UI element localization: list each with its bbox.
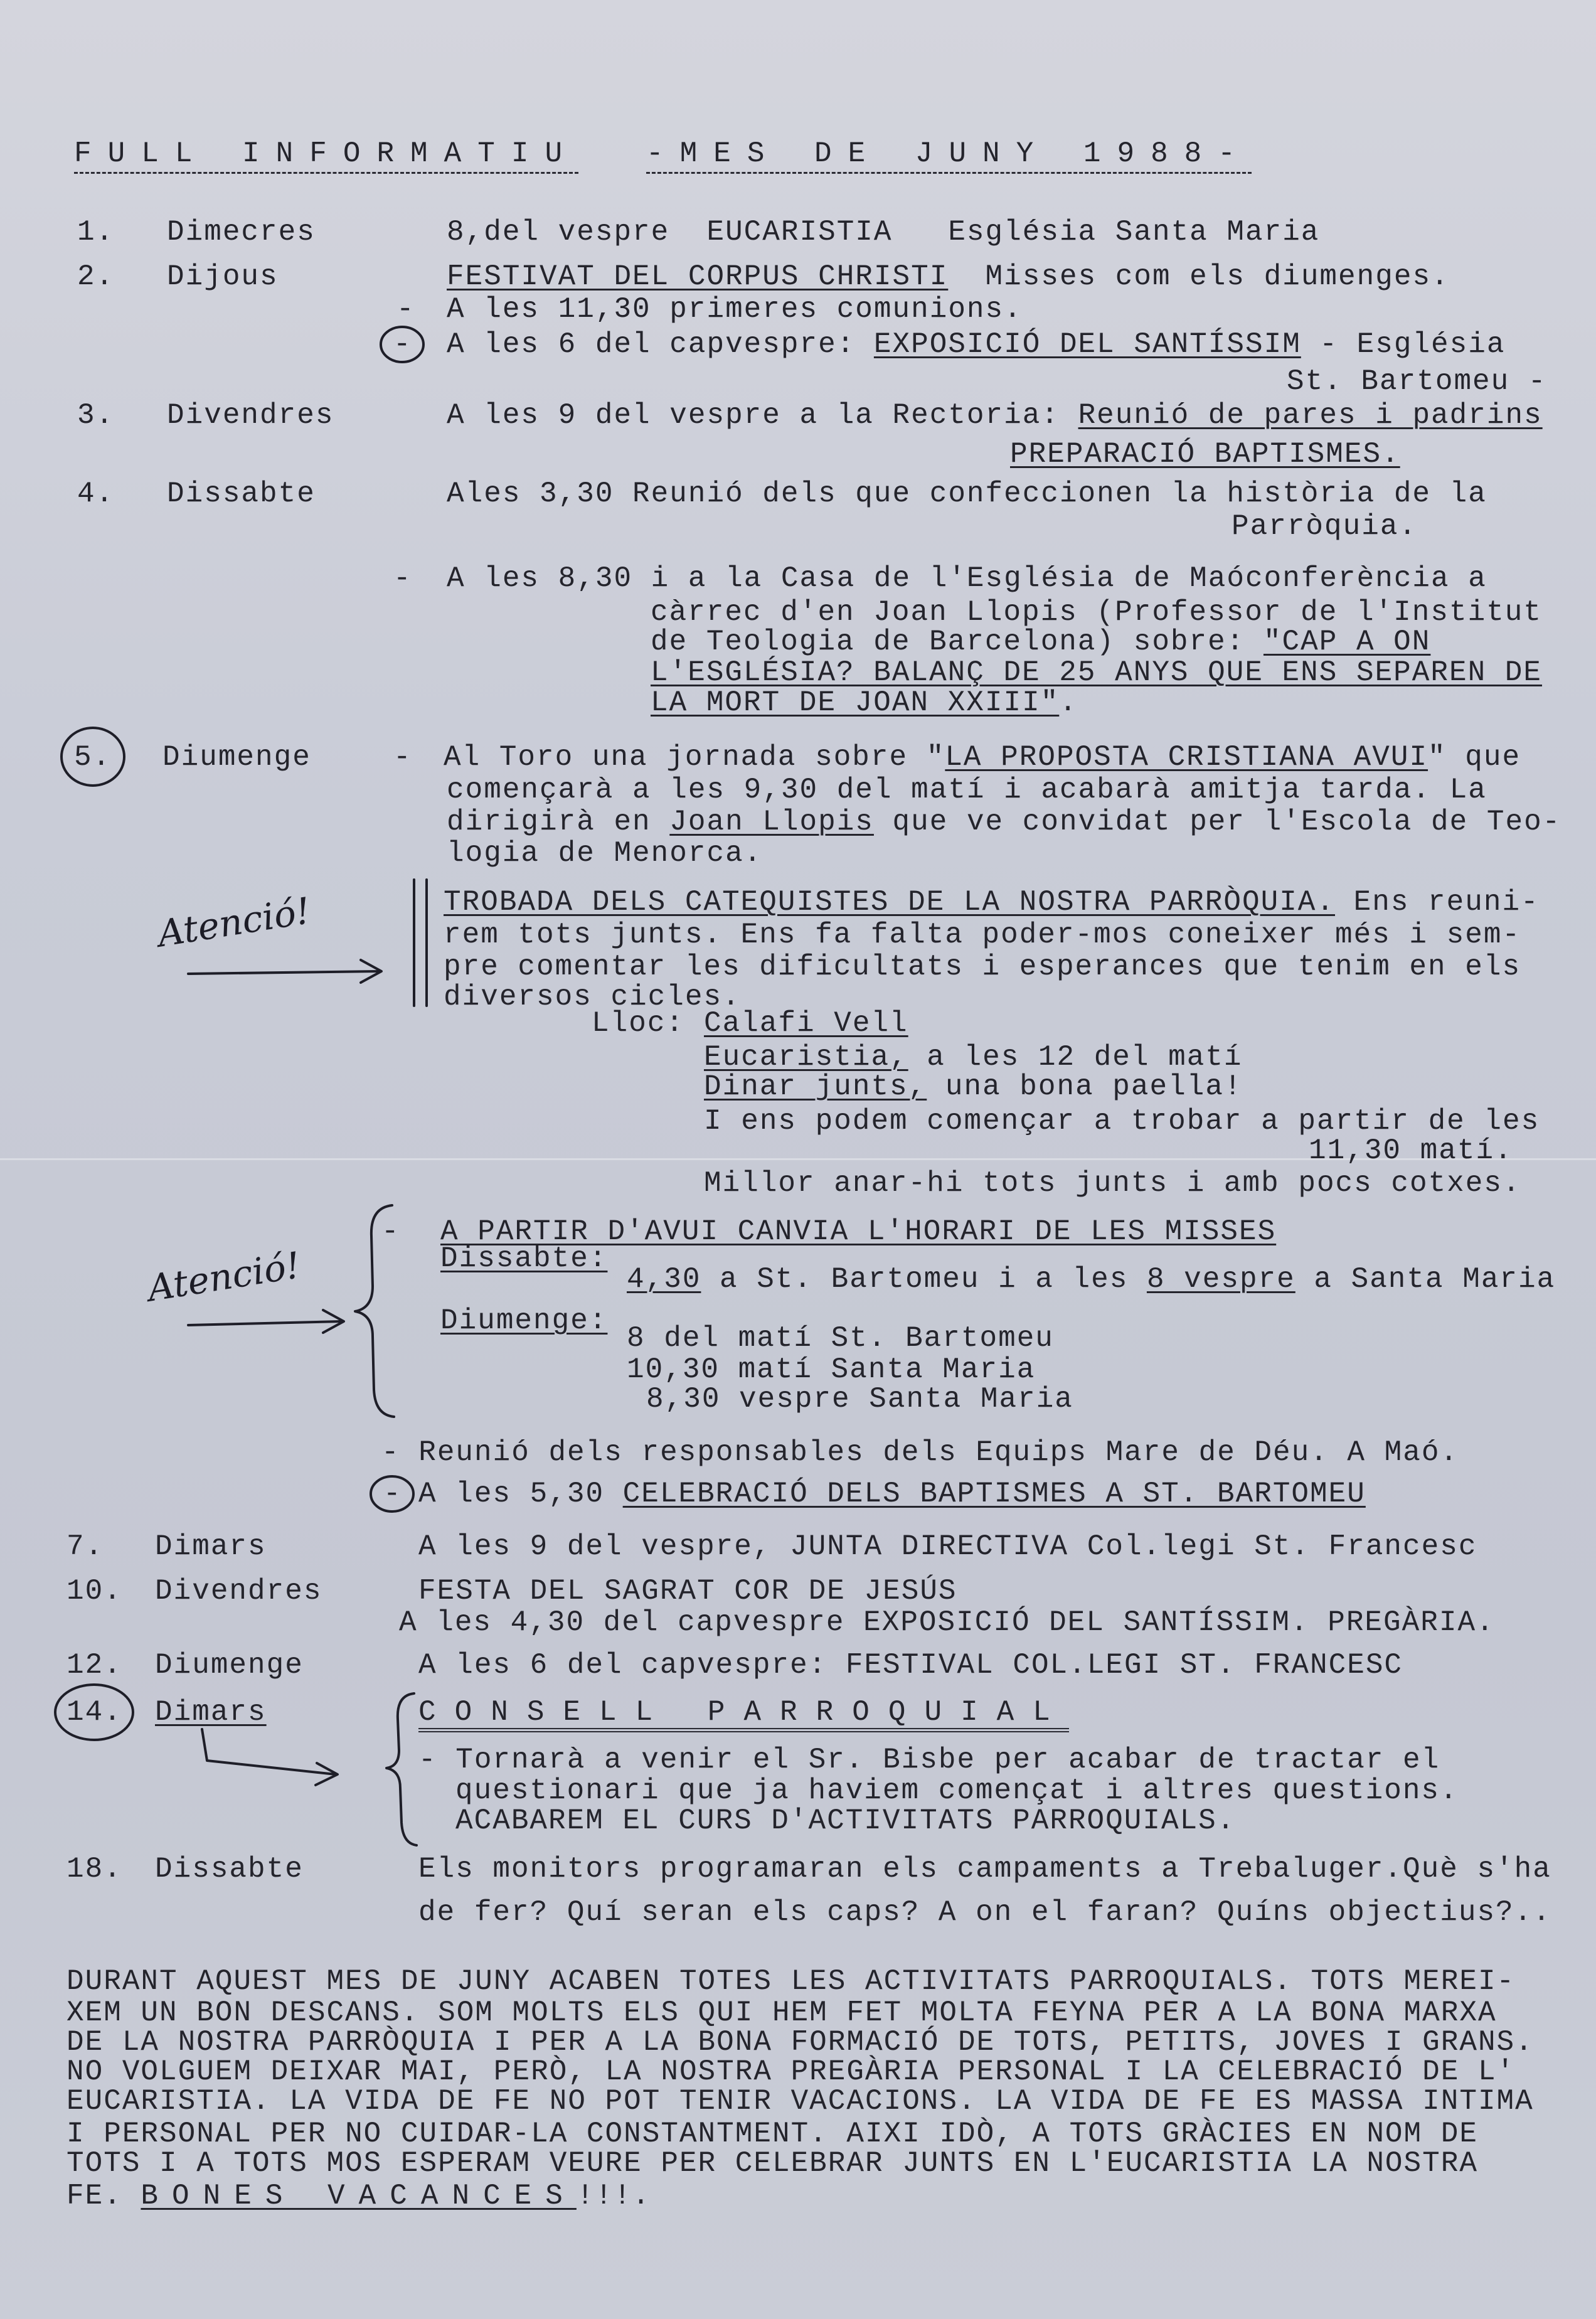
entry-day: Dijous [167, 260, 279, 293]
saturday-label: Dissabte: [440, 1242, 608, 1275]
catechists-line [444, 888, 1540, 917]
entry-day: Diumenge [162, 741, 311, 774]
closing-line: NO VOLGUEM DEIXAR MAI, PERÒ, LA NOSTRA PREGÀRIA PERSONAL I LA CELEBRACIÓ DE L' [66, 2055, 1516, 2088]
line-part-underlined: CELEBRACIÓ DELS BAPTISMES A ST. BARTOMEU [622, 1478, 1366, 1510]
line-part: - Església [1301, 328, 1506, 361]
list-dash: - [393, 741, 412, 774]
line-part-underlined: LA MORT DE JOAN XXIII" [651, 686, 1060, 719]
entry-line: A les 8,30 i a la Casa de l'Església de Maóconferència a [447, 562, 1487, 595]
entry-line [447, 808, 1561, 836]
line-part: A les 6 del capvespre: [447, 328, 874, 361]
line-part: a Santa Maria [1295, 1263, 1556, 1296]
entry-day: Dissabte [155, 1853, 304, 1885]
closing-line: I PERSONAL PER NO CUIDAR-LA CONSTANTMENT. AIXI IDÒ, A TOTS GRÀCIES EN NOM DE [66, 2118, 1478, 2150]
entry-number: 1. [77, 216, 115, 248]
entry-line: A les 11,30 primeres comunions. [447, 293, 1023, 326]
circled-dash: - [393, 328, 412, 361]
line-part-underlined: Joan Llopis [669, 806, 874, 838]
entry-line: de fer? Quí seran els caps? A on el faran? Quíns objectius?.. [418, 1896, 1551, 1929]
entry-line [447, 262, 1450, 291]
closing-line [66, 2182, 651, 2210]
line-part: una bona paella! [927, 1070, 1243, 1103]
entry-text: A les 9 del vespre, JUNTA DIRECTIVA Col.legi St. Francesc [418, 1530, 1477, 1563]
line-part-underlined: 8 vespre [1146, 1263, 1295, 1296]
arrow-right-icon [188, 960, 381, 983]
entry-day: Diumenge [155, 1649, 304, 1682]
entry-number: 14. [66, 1696, 122, 1729]
arrow-right-icon [202, 1729, 338, 1785]
catechists-line: 11,30 matí. [1309, 1134, 1513, 1167]
line-part: a St. Bartomeu i a les [701, 1263, 1147, 1296]
entry-text: A les 6 del capvespre: FESTIVAL COL.LEGI ST. FRANCESC [418, 1649, 1403, 1682]
line-part: que ve convidat per l'Escola de Teo- [873, 806, 1561, 838]
entry-line [444, 743, 1521, 772]
entry-line: A les 4,30 del capvespre EXPOSICIÓ DEL SANTÍSSIM. PREGÀRIA. [399, 1606, 1495, 1639]
line-part: . [1059, 686, 1078, 719]
entry-line: començarà a les 9,30 del matí i acabarà amitja tarda. La [447, 774, 1487, 806]
meeting-line: - Reunió dels responsables dels Equips Mare de Déu. A Maó. [381, 1436, 1459, 1469]
entry-line: St. Bartomeu - [1287, 365, 1547, 398]
entry-day: Dimars [155, 1696, 267, 1729]
entry-text: 8,del vespre EUCARISTIA Església Santa Maria [447, 216, 1320, 248]
line-part: A les 5,30 [418, 1478, 623, 1510]
line-part: " que [1428, 741, 1521, 774]
festival-note: Misses com els diumenges. [948, 260, 1450, 293]
saturday-times [627, 1265, 1555, 1294]
entry-line: questionari que ja haviem començat i altres questions. [455, 1774, 1459, 1807]
line-part: !!!. [576, 2180, 651, 2212]
entry-day: Dissabte [167, 477, 316, 510]
entry-line [447, 330, 1505, 359]
place-value: Calafi Vell [704, 1007, 908, 1040]
entry-line: logia de Menorca. [447, 837, 763, 870]
entry-number: 2. [77, 260, 115, 293]
circled-dash: - [383, 1478, 402, 1510]
line-part: A les 9 del vespre a la Rectoria: [447, 399, 1078, 432]
entry-line: Parròquia. [1232, 510, 1418, 543]
line-part: a les 12 del matí [908, 1041, 1243, 1074]
entry-number: 5. [74, 741, 112, 774]
entry-line [447, 401, 1543, 430]
brace-icon [386, 1693, 417, 1845]
list-dash: - [381, 1215, 400, 1248]
entry-line: Els monitors programaran els campaments a Trebaluger.Què s'ha [418, 1853, 1551, 1885]
line-part: FE. [66, 2180, 141, 2212]
line-part-underlined: EXPOSICIÓ DEL SANTÍSSIM [873, 328, 1301, 361]
closing-line: XEM UN BON DESCANS. SOM MOLTS ELS QUI HEM FET MOLTA FEYNA PER A LA BONA MARXA [66, 1996, 1497, 2029]
catechists-line [704, 1043, 1243, 1072]
entry-line: - Tornarà a venir el Sr. Bisbe per acabar de tractar el [418, 1744, 1440, 1776]
line-part: de Teologia de Barcelona) sobre: [651, 626, 1264, 658]
baptisms-line [418, 1479, 1366, 1508]
line-part: Ens reuni- [1335, 886, 1540, 919]
entry-number: 18. [66, 1853, 122, 1885]
place-label: Lloc: [592, 1007, 685, 1040]
entry-line [651, 627, 1430, 656]
line-part: dirigirà en [447, 806, 670, 838]
entry-number: 10. [66, 1575, 122, 1607]
entry-line: càrrec d'en Joan Llopis (Professor de l'Institut [651, 596, 1543, 629]
entry-line [651, 688, 1078, 717]
festival-title: FESTIVAT DEL CORPUS CHRISTI [447, 260, 949, 293]
closing-line: DURANT AQUEST MES DE JUNY ACABEN TOTES LES ACTIVITATS PARROQUIALS. TOTS MEREI- [66, 1965, 1516, 1998]
catechists-title: TROBADA DELS CATEQUISTES DE LA NOSTRA PARRÒQUIA. [444, 886, 1336, 919]
entry-line: Ales 3,30 Reunió dels que confeccionen la història de la [447, 477, 1487, 510]
entry-line: PREPARACIÓ BAPTISMES. [1010, 438, 1400, 471]
entry-line: ACABAREM EL CURS D'ACTIVITATS PARROQUIALS. [455, 1805, 1236, 1837]
entry-number: 4. [77, 477, 115, 510]
entry-day: Divendres [155, 1575, 322, 1607]
line-part: Al Toro una jornada sobre " [444, 741, 945, 774]
council-title: CONSELL PARROQUIAL [418, 1698, 1069, 1732]
entry-line: FESTA DEL SAGRAT COR DE JESÚS [418, 1575, 957, 1607]
entry-day: Dimars [155, 1530, 267, 1563]
farewell: BONES VACANCES [141, 2180, 577, 2212]
line-part-underlined: Eucaristia, [704, 1041, 908, 1074]
sunday-time: 8,30 vespre Santa Maria [646, 1383, 1073, 1415]
catechists-line [704, 1072, 1243, 1101]
catechists-line: rem tots junts. Ens fa falta poder-mos coneixer més i sem- [444, 919, 1521, 951]
catechists-line: I ens podem començar a trobar a partir de les [704, 1105, 1540, 1138]
title-right: -MES DE JUNY 1988- [646, 139, 1252, 174]
entry-day: Dimecres [167, 216, 316, 248]
entry-number: 3. [77, 399, 115, 432]
list-dash: - [393, 562, 412, 595]
line-part-underlined: "CAP A ON [1263, 626, 1431, 658]
sunday-time: 10,30 matí Santa Maria [627, 1353, 1036, 1386]
arrow-right-icon [188, 1310, 344, 1333]
title-left: FULL INFORMATIU [74, 139, 578, 174]
closing-line: DE LA NOSTRA PARRÒQUIA I PER A LA BONA FORMACIÓ DE TOTS, PETITS, JOVES I GRANS. [66, 2026, 1534, 2059]
sunday-time: 8 del matí St. Bartomeu [627, 1322, 1054, 1355]
catechists-line: Millor anar-hi tots junts i amb pocs cotxes. [704, 1167, 1521, 1200]
line-part-underlined: LA PROPOSTA CRISTIANA AVUI [945, 741, 1428, 774]
line-part-underlined: Reunió de pares i padrins [1078, 399, 1543, 432]
handwritten-note: Atenció! [144, 1244, 304, 1310]
entry-number: 12. [66, 1649, 122, 1682]
catechists-line: diversos cicles. [444, 981, 741, 1013]
line-part-underlined: Dinar junts, [704, 1070, 927, 1103]
entry-number: 7. [66, 1530, 104, 1563]
schedule-title: A PARTIR D'AVUI CANVIA L'HORARI DE LES MISSES [440, 1215, 1277, 1248]
handwritten-note: Atenció! [154, 889, 314, 956]
entry-line: L'ESGLÉSIA? BALANÇ DE 25 ANYS QUE ENS SEPAREN DE [651, 656, 1543, 689]
closing-line: EUCARISTIA. LA VIDA DE FE NO POT TENIR VACACIONS. LA VIDA DE FE ES MASSA INTIMA [66, 2085, 1534, 2118]
closing-line: TOTS I A TOTS MOS ESPERAM VEURE PER CELEBRAR JUNTS EN L'EUCARISTIA LA NOSTRA [66, 2147, 1478, 2180]
entry-day: Divendres [167, 399, 334, 432]
catechists-line: pre comentar les dificultats i esperances que tenim en els [444, 951, 1521, 983]
list-dash: - [396, 293, 415, 326]
line-part-underlined: 4,30 [627, 1263, 701, 1296]
sunday-label: Diumenge: [440, 1304, 608, 1337]
